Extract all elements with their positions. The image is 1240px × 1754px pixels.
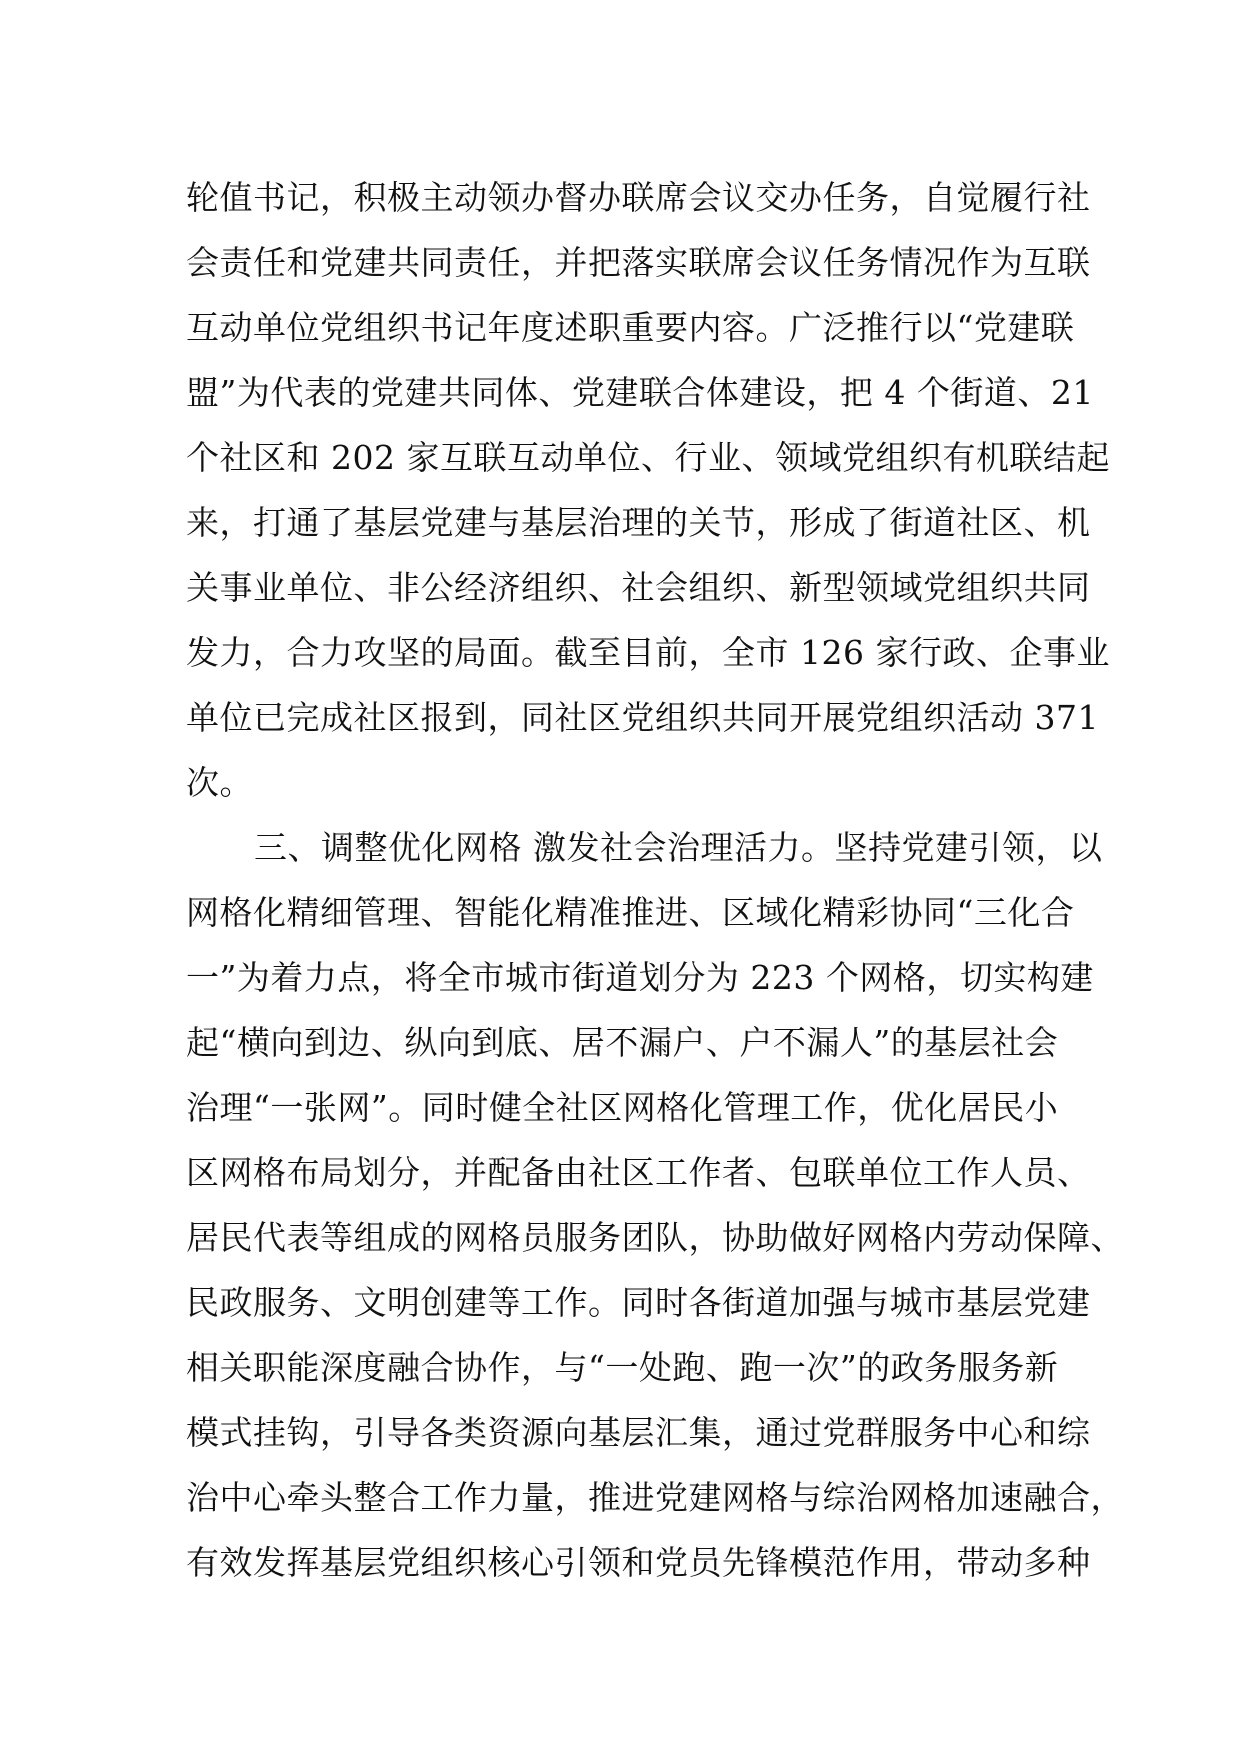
paragraph-1-line: 单位已完成社区报到，同社区党组织共同开展党组织活动 371 xyxy=(186,698,1099,737)
paragraph-1 xyxy=(186,165,1110,815)
paragraph-1-line: 关事业单位、非公经济组织、社会组织、新型领域党组织共同 xyxy=(186,568,1091,607)
paragraph-1-line: 盟”为代表的党建共同体、党建联合体建设，把 4 个街道、21 xyxy=(186,373,1094,412)
document-body xyxy=(186,165,1124,1595)
paragraph-2-line: 有效发挥基层党组织核心引领和党员先锋模范作用，带动多种 xyxy=(186,1543,1091,1582)
paragraph-1-line: 轮值书记，积极主动领办督办联席会议交办任务，自觉履行社 xyxy=(186,178,1091,217)
paragraph-2-line: 区网格布局划分，并配备由社区工作者、包联单位工作人员、 xyxy=(186,1153,1091,1192)
paragraph-2-line: 模式挂钩，引导各类资源向基层汇集，通过党群服务中心和综 xyxy=(186,1413,1091,1452)
paragraph-2-line: 网格化精细管理、智能化精准推进、区域化精彩协同“三化合 xyxy=(186,893,1075,932)
paragraph-1-line: 来，打通了基层党建与基层治理的关节，形成了街道社区、机 xyxy=(186,503,1091,542)
paragraph-1-line: 次。 xyxy=(186,763,253,802)
paragraph-2-line: 一”为着力点，将全市城市街道划分为 223 个网格，切实构建 xyxy=(186,958,1094,997)
paragraph-2-line: 治中心牵头整合工作力量，推进党建网格与综治网格加速融合， xyxy=(186,1478,1124,1517)
paragraph-1-line: 互动单位党组织书记年度述职重要内容。广泛推行以“党建联 xyxy=(186,308,1075,347)
paragraph-2-line: 居民代表等组成的网格员服务团队，协助做好网格内劳动保障、 xyxy=(186,1218,1124,1257)
paragraph-2-line: 起“横向到边、纵向到底、居不漏户、户不漏人”的基层社会 xyxy=(186,1023,1059,1062)
paragraph-2-line: 民政服务、文明创建等工作。同时各街道加强与城市基层党建 xyxy=(186,1283,1091,1322)
paragraph-1-line: 发力，合力攻坚的局面。截至目前，全市 126 家行政、企事业 xyxy=(186,633,1110,672)
paragraph-2-line: 治理“一张网”。同时健全社区网格化管理工作，优化居民小 xyxy=(186,1088,1059,1127)
paragraph-2-heading-line: 三、调整优化网格 激发社会治理活力。坚持党建引领，以 xyxy=(254,828,1103,867)
paragraph-1-line: 个社区和 202 家互联互动单位、行业、领域党组织有机联结起 xyxy=(186,438,1110,477)
paragraph-1-line: 会责任和党建共同责任，并把落实联席会议任务情况作为互联 xyxy=(186,243,1091,282)
paragraph-2 xyxy=(186,815,1124,1595)
paragraph-2-line: 相关职能深度融合协作，与“一处跑、跑一次”的政务服务新 xyxy=(186,1348,1059,1387)
